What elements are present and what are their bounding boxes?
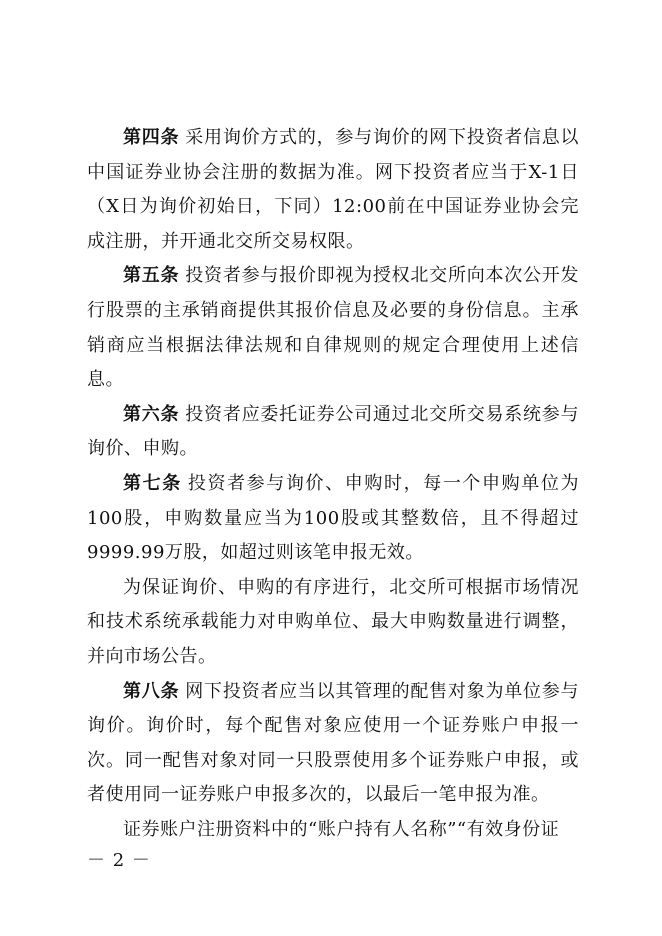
article-8-paragraph (87, 675, 579, 813)
article-6-text: 投资者应委托证券公司通过北交所交易系统参与询价、申购。 (87, 403, 580, 460)
page-number: － 2 － (87, 850, 151, 871)
article-4-text: 采用询价方式的，参与询价的网下投资者信息以中国证券业协会注册的数据为准。网下投资者应当于X-1日（X日为询价初始日，下同）12:00前在中国证券业协会完成注册，并开通北交所交易权限。 (87, 127, 580, 252)
article-7-text: 投资者参与询价、申购时，每一个申购单位为100股，申购数量应当为100股或其整数倍，且不得超过9999.99万股，如超过则该笔申报无效。 (87, 472, 580, 564)
article-7-continuation-text: 为保证询价、申购的有序进行，北交所可根据市场情况和技术系统承载能力对申购单位、最大申购数量进行调整，并向市场公告。 (87, 576, 579, 667)
article-8-text: 网下投资者应当以其管理的配售对象为单位参与询价。询价时，每个配售对象应使用一个证券账户申报一次。同一配售对象对同一只股票使用多个证券账户申报，或者使用同一证券账户申报多次的，以最后一笔申报为准。 (87, 680, 580, 806)
article-8-continuation-text: 证券账户注册资料中的“账户持有人名称”“有效身份证 (123, 818, 560, 840)
article-4-number: 第四条 (123, 127, 180, 148)
document-body (87, 121, 579, 847)
article-5-number: 第五条 (123, 265, 180, 287)
article-7-number: 第七条 (123, 472, 182, 494)
article-5-paragraph (87, 259, 579, 397)
article-5-text: 投资者参与报价即视为授权北交所向本次公开发行股票的主承销商提供其报价信息及必要的身份信息。主承销商应当根据法律法规和自律规则的规定合理使用上述信息。 (87, 265, 580, 391)
article-7-paragraph (87, 467, 579, 571)
article-7-continuation-paragraph (87, 571, 579, 675)
article-4-paragraph (87, 121, 579, 259)
article-8-number: 第八条 (123, 680, 180, 702)
article-8-continuation-paragraph (87, 813, 579, 848)
article-6-paragraph (87, 398, 579, 467)
article-6-number: 第六条 (123, 403, 180, 425)
